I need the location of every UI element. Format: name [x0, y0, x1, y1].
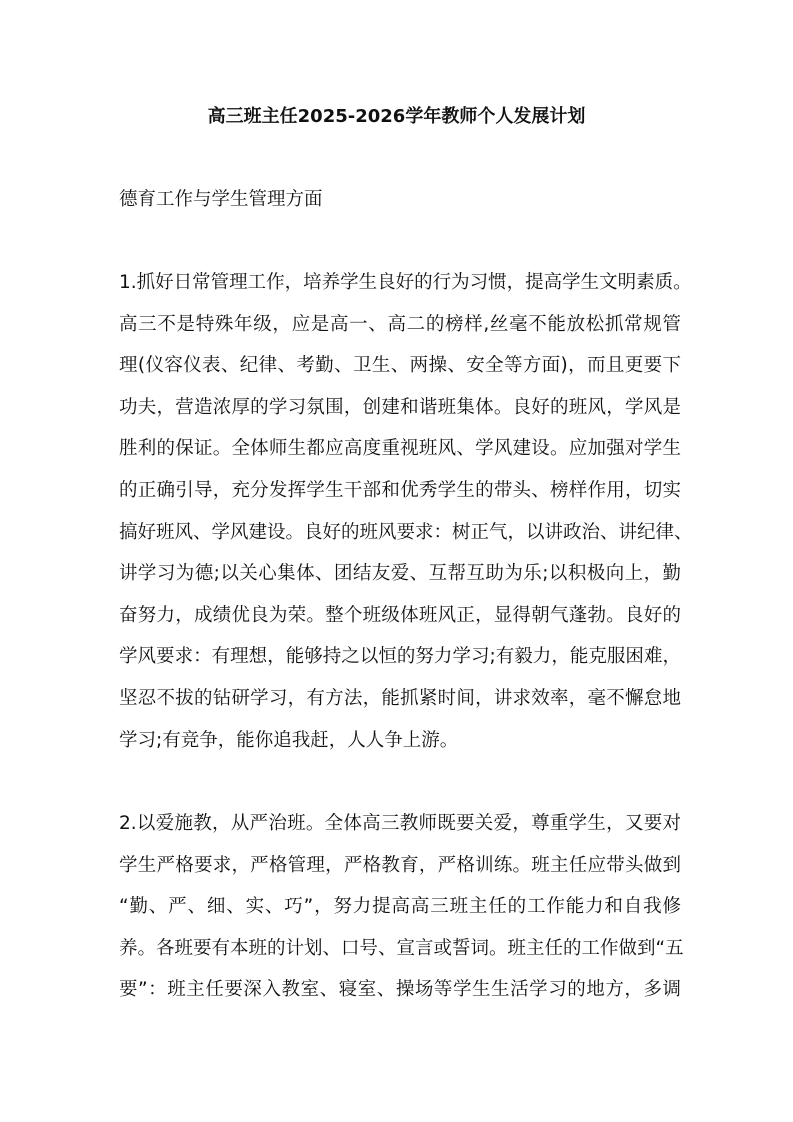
- section-heading: 德育工作与学生管理方面: [119, 189, 323, 210]
- paragraph-1-line: 高三不是特殊年级，应是高一、高二的榜样,丝毫不能放松抓常规管: [119, 313, 681, 335]
- paragraph-2-line: “勤、严、细、实、巧”，努力提高高三班主任的工作能力和自我修: [119, 896, 681, 918]
- document-title: 高三班主任2025-2026学年教师个人发展计划: [207, 106, 586, 127]
- paragraph-2-line: 学生严格要求，严格管理，严格教育，严格训练。班主任应带头做到: [119, 854, 681, 876]
- paragraph-1-line: 讲学习为德;以关心集体、团结友爱、互帮互助为乐;以积极向上，勤: [119, 563, 681, 585]
- paragraph-1-line: 搞好班风、学风建设。良好的班风要求：树正气，以讲政治、讲纪律、: [119, 521, 693, 543]
- paragraph-1-line: 坚忍不拔的钻研学习，有方法，能抓紧时间，讲求效率，毫不懈怠地: [119, 688, 681, 709]
- paragraph-2-line: 养。各班要有本班的计划、口号、宣言或誓词。班主任的工作做到“五: [119, 937, 684, 959]
- paragraph-1-line: 的正确引导，充分发挥学生干部和优秀学生的带头、榜样作用，切实: [119, 480, 681, 501]
- paragraph-2-line: 2.以爱施教，从严治班。全体高三教师既要关爱，尊重学生，又要对: [119, 813, 681, 834]
- paragraph-1-line: 胜利的保证。全体师生都应高度重视班风、学风建设。应加强对学生: [119, 438, 681, 460]
- paragraph-1-line: 理(仪容仪表、纪律、考勤、卫生、两操、安全等方面)，而且更要下: [119, 355, 681, 377]
- paragraph-1-line: 奋努力，成绩优良为荣。整个班级体班风正，显得朝气蓬勃。良好的: [119, 604, 681, 626]
- paragraph-1-line: 学习;有竞争，能你追我赶，人人争上游。: [119, 729, 459, 751]
- paragraph-1-line: 学风要求：有理想，能够持之以恒的努力学习;有毅力，能克服困难，: [119, 646, 681, 668]
- paragraph-1-line: 功夫，营造浓厚的学习氛围，创建和谐班集体。良好的班风，学风是: [119, 396, 681, 418]
- paragraph-2-line: 要”：班主任要深入教室、寝室、操场等学生生活学习的地方，多调: [119, 979, 681, 1001]
- paragraph-1-line: 1.抓好日常管理工作，培养学生良好的行为习惯，提高学生文明素质。: [119, 272, 692, 293]
